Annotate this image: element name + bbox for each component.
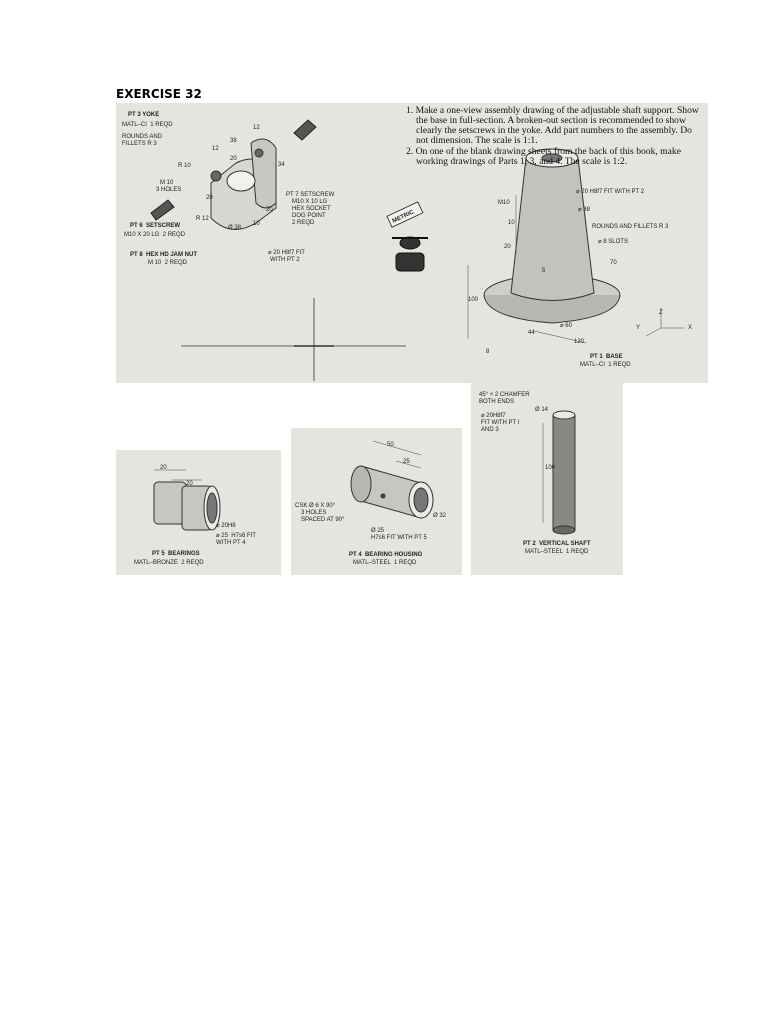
exercise-heading: EXERCISE 32 bbox=[116, 87, 202, 101]
yoke-fit: ⌀ 20 H8f7 FIT bbox=[268, 250, 305, 256]
yoke-dim-34: 34 bbox=[278, 162, 285, 168]
shaft-dim-100: 100 bbox=[545, 465, 556, 471]
setscrew-top-icon bbox=[294, 120, 316, 140]
setscrew7-line5: 2 REQD bbox=[292, 220, 315, 226]
setscrew7-line2: M10 X 10 LG bbox=[292, 199, 328, 205]
shaft-fit-3: AND 3 bbox=[481, 427, 499, 433]
shaft-dia14: Ø 14 bbox=[535, 407, 549, 413]
yoke-dim-20b: 20 bbox=[206, 195, 213, 201]
housing-dim-25: 25 bbox=[403, 459, 410, 465]
base-dim-44: 44 bbox=[528, 330, 535, 336]
housing-material: MATL–STEEL 1 REQD bbox=[353, 560, 417, 566]
housing-dia25: Ø 25 bbox=[371, 528, 385, 534]
shaft-panel bbox=[471, 383, 623, 575]
bearing-dim-20b: 20 bbox=[186, 481, 193, 487]
base-art bbox=[484, 149, 620, 323]
yoke-dim-12: 12 bbox=[253, 125, 260, 131]
yoke-dim-38: 38 bbox=[230, 138, 237, 144]
instructions bbox=[406, 106, 704, 168]
housing-dia32: Ø 32 bbox=[433, 513, 447, 519]
bearing-fit-2: WITH PT 4 bbox=[216, 540, 246, 546]
housing-fit: H7s6 FIT WITH PT 5 bbox=[371, 535, 427, 541]
base-dim-dia60: ⌀ 60 bbox=[560, 323, 572, 329]
setscrew7-line1: PT 7 SETSCREW bbox=[286, 192, 335, 198]
instruction-1: 1. Make a one-view assembly drawing of the adjustable shaft support. Show the base in full-section. A broken-out section is recommended to show clearly the setscrews in the yoke. Add part numbers to the assembly. Do not dimension. The scale is 1:1. bbox=[406, 105, 699, 146]
main-drawing-panel bbox=[116, 103, 708, 383]
base-m10: M10 bbox=[498, 200, 510, 206]
base-dim-120: 120 bbox=[574, 339, 585, 345]
setscrew-pt6-icon bbox=[151, 200, 174, 220]
yoke-m10: M 10 bbox=[160, 180, 174, 186]
shaft-fit-2: FIT WITH PT I bbox=[481, 420, 520, 426]
base-dia38: ⌀ 38 bbox=[578, 207, 590, 213]
yoke-dim-r12: R 12 bbox=[196, 216, 209, 222]
shaft-ends: BOTH ENDS bbox=[479, 399, 515, 405]
yoke-holes: 3 HOLES bbox=[156, 187, 182, 193]
yoke-dim-20a: 20 bbox=[230, 156, 237, 162]
yoke-dim-12b: 12 bbox=[212, 146, 219, 152]
metric-stamp: METRIC bbox=[391, 209, 415, 225]
shaft-chamfer: 45° × 2 CHAMFER bbox=[479, 392, 530, 398]
base-dim-20: 20 bbox=[504, 244, 511, 250]
yoke-rounds: ROUNDS AND bbox=[122, 134, 163, 140]
base-dim-5: 5 bbox=[542, 268, 546, 274]
setscrew7-line4: DOG POINT bbox=[292, 213, 326, 219]
base-material: MATL–CI 1 REQD bbox=[580, 362, 631, 368]
housing-dim-50: 50 bbox=[387, 442, 394, 448]
base-dim-100: 100 bbox=[468, 297, 479, 303]
base-dim-10: 10 bbox=[508, 220, 515, 226]
base-slots: ⌀ 8 SLOTS bbox=[598, 239, 628, 245]
yoke-fit-2: WITH PT 2 bbox=[270, 257, 300, 263]
yoke-material: MATL–CI 1 REQD bbox=[122, 122, 173, 128]
shaft-title: PT 2 VERTICAL SHAFT bbox=[523, 541, 591, 547]
base-title: PT 1 BASE bbox=[590, 354, 623, 360]
setscrew7-line3: HEX SOCKET bbox=[292, 206, 331, 212]
bearing-fit: ⌀ 25 H7s6 FIT bbox=[216, 533, 256, 539]
bearing-title: PT 5 BEARINGS bbox=[152, 551, 200, 557]
axis-z: Z bbox=[659, 310, 663, 316]
axis-y: Y bbox=[636, 325, 641, 331]
yoke-dim-20c: 20 bbox=[266, 207, 273, 213]
jamnut-line2: M 10 2 REQD bbox=[148, 260, 188, 266]
yoke-fillets: FILLETS R 3 bbox=[122, 141, 157, 147]
housing-holes: 3 HOLES bbox=[301, 510, 327, 516]
jamnut-line1: PT 8 HEX HD JAM NUT bbox=[130, 252, 198, 258]
yoke-dim-dia38: Ø 38 bbox=[228, 225, 242, 231]
assembly-icon bbox=[392, 237, 428, 271]
base-rounds: ROUNDS AND FILLETS R 3 bbox=[592, 224, 669, 230]
shaft-fit-1: ⌀ 20H8f7 bbox=[481, 413, 506, 419]
yoke-dim-10: 10 bbox=[253, 221, 260, 227]
housing-panel bbox=[291, 428, 462, 575]
base-dim-70: 70 bbox=[610, 260, 617, 266]
axis-x: X bbox=[688, 325, 693, 331]
base-dim-8: 8 bbox=[486, 349, 490, 355]
yoke-dim-r10: R 10 bbox=[178, 163, 191, 169]
base-fit: ⌀ 20 H8f7 FIT WITH PT 2 bbox=[576, 189, 645, 195]
bearing-material: MATL–BRONZE 2 REQD bbox=[134, 560, 204, 566]
setscrew6-line2: M10 X 20 LG 2 REQD bbox=[124, 232, 186, 238]
housing-spaced: SPACED AT 90° bbox=[301, 517, 345, 523]
bearing-dim-20a: 20 bbox=[160, 465, 167, 471]
bearing-bore: ⌀ 20H8 bbox=[216, 523, 236, 529]
setscrew6-line1: PT 6 SETSCREW bbox=[130, 223, 181, 229]
shaft-material: MATL–STEEL 1 REQD bbox=[525, 549, 589, 555]
instruction-2: 2. On one of the blank drawing sheets from the back of this book, make working drawings of Parts 1, 3, and 4. The scale is 1:2. bbox=[406, 146, 681, 167]
yoke-title: PT 3 YOKE bbox=[128, 112, 160, 118]
bearings-panel bbox=[116, 450, 281, 575]
housing-csk: CSK Ø 6 X 90° bbox=[295, 503, 336, 509]
housing-title: PT 4 BEARING HOUSING bbox=[349, 552, 423, 558]
